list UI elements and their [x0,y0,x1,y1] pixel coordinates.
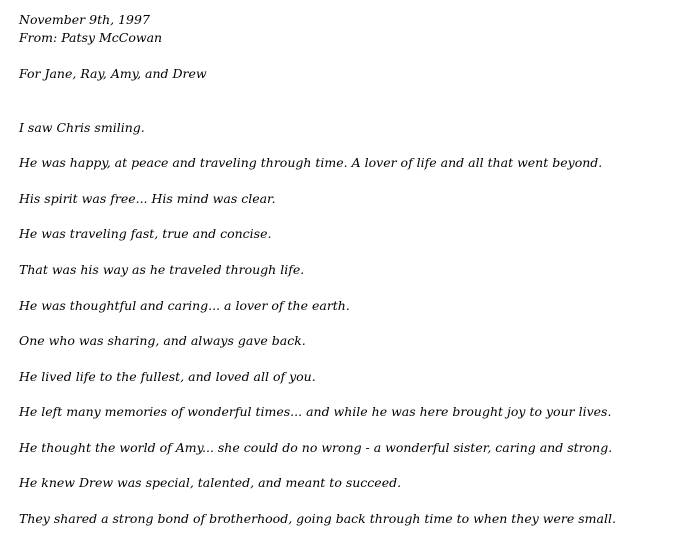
poem-line: I saw Chris smiling. [19,120,145,135]
poem-line: He was traveling fast, true and concise. [19,226,272,241]
poem-line: He thought the world of Amy... she could do no wrong - a wonderful sister, caring and strong. [19,440,613,455]
poem-line: That was his way as he traveled through life. [19,262,305,277]
letter-sender: From: Patsy McCowan [19,30,163,45]
letter-dedication: For Jane, Ray, Amy, and Drew [19,66,207,81]
letter-date: November 9th, 1997 [19,12,150,27]
poem-line: He was happy, at peace and traveling through time. A lover of life and all that went beyond. [19,155,603,170]
poem-line: He lived life to the fullest, and loved all of you. [19,369,316,384]
poem-line: He left many memories of wonderful times... and while he was here brought joy to your lives. [19,404,612,419]
poem-line: They shared a strong bond of brotherhood, going back through time to when they were small. [19,511,616,526]
poem-line: He knew Drew was special, talented, and meant to succeed. [19,475,402,490]
poem-line: His spirit was free... His mind was clear. [19,191,276,206]
poem-line: One who was sharing, and always gave back. [19,333,306,348]
poem-line: He was thoughtful and caring... a lover of the earth. [19,298,350,313]
